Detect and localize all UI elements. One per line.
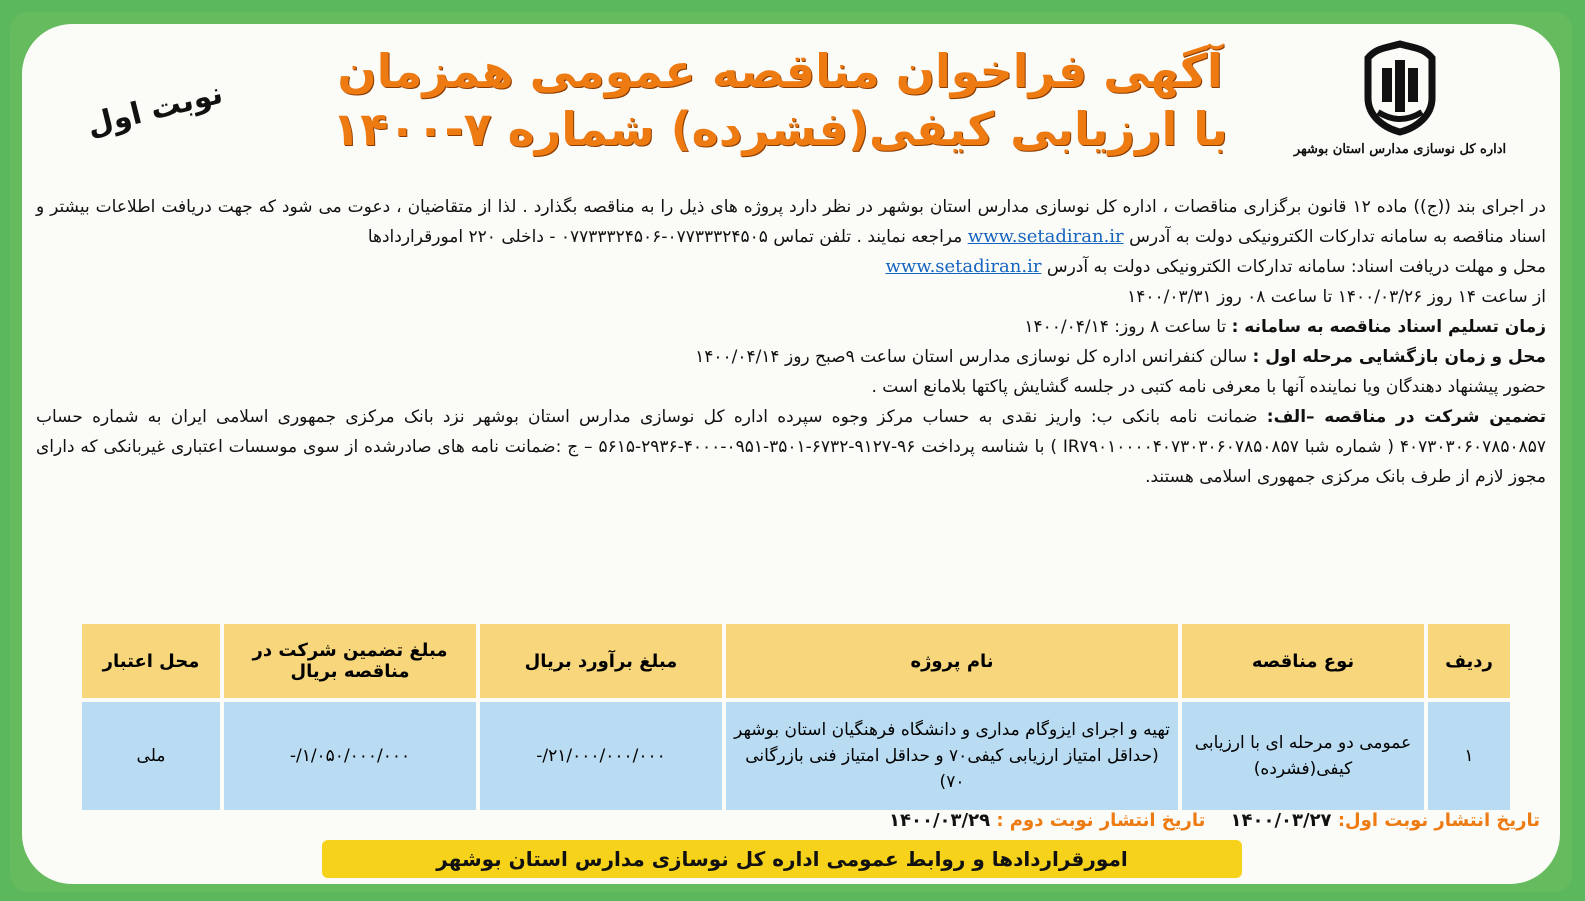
title-line-1: آگهی فراخوان مناقصه عمومی همزمان (337, 44, 1223, 98)
guarantee-text: ضمانت نامه بانکی ب: واریز نقدی به حساب مرکز وجوه سپرده اداره کل نوسازی مدارس استان بوشهر نزد بانک مرکزی جمهوری اسلامی ایران به شماره حساب ۴۰۷۳۰۳۰۶۰۷۸۵۰۸۵۷ ( شماره شبا IR۷۹۰۱۰۰۰۰۴۰۷۳۰۳۰۶۰۷۸۵۰۸۵۷ ) با شناسه پرداخت ۹۶-۹۱۲۷-۶۷۳۲-۳۵۰۱-۰۹۵۱-۴۰۰۰-۲۹۳۶-۵۶۱۵ – ج :ضمانت نامه های صادرشده از سوی موسسات اعتباری غیربانکی که دارای مجوز لازم از طرف بانک مرکزی جمهوری اسلامی هستند. (36, 407, 1546, 487)
logo-emblem-icon (1350, 38, 1450, 138)
cell-estimate: ۲۱/۰۰۰/۰۰۰/۰۰۰/- (480, 702, 722, 810)
submit-value: تا ساعت ۸ روز: ۱۴۰۰/۰۴/۱۴ (1024, 317, 1227, 337)
table-header-row (82, 624, 1510, 698)
cell-tender-type: عمومی دو مرحله ای با ارزیابی کیفی(فشرده) (1182, 702, 1424, 810)
setadiran-link[interactable]: www.setadiran.ir (967, 226, 1124, 247)
opening-line (36, 342, 1546, 372)
tender-table (78, 620, 1514, 814)
publication-dates (42, 810, 1540, 831)
header-estimate: مبلغ برآورد بریال (480, 624, 722, 698)
footer-banner: امورقراردادها و روابط عمومی اداره کل نوسازی مدارس استان بوشهر (322, 840, 1242, 878)
cell-project-name: تهیه و اجرای ایزوگام مداری و دانشگاه فرهنگیان استان بوشهر (حداقل امتیاز ارزیابی کیفی۷۰ و حداقل امتیاز فنی بازرگانی ۷۰) (726, 702, 1178, 810)
docs-place-text: محل و مهلت دریافت اسناد: سامانه تدارکات الکترونیکی دولت به آدرس (1046, 257, 1546, 277)
org-name: اداره کل نوسازی مدارس استان بوشهر (1293, 142, 1507, 157)
cell-row-number: ۱ (1428, 702, 1510, 810)
guarantee-label: تضمین شرکت در مناقصه –الف: (1266, 407, 1546, 427)
intro-text: در اجرای بند ((ج)) ماده ۱۲ قانون برگزاری مناقصات ، اداره کل نوسازی مدارس استان بوشهر در نظر دارد پروژه های ذیل را به مناقصه بگذارد . لذا از متقاضیان ، دعوت می شود که جهت دریافت اطلاعات بیشتر و اسناد مناقصه به سامانه تدارکات الکترونیکی دولت به آدرس (36, 197, 1546, 247)
table-row (82, 702, 1510, 810)
header-tender-type: نوع مناقصه (1182, 624, 1424, 698)
cell-credit-source: ملی (82, 702, 220, 810)
title-line-2: با ارزیابی کیفی(فشرده) شماره ۷-۱۴۰۰ (332, 102, 1228, 156)
opening-label: محل و زمان بازگشایی مرحله اول : (1252, 347, 1546, 367)
header-row-number: ردیف (1428, 624, 1510, 698)
turn-label: نوبت اول (83, 75, 227, 144)
submit-line (36, 312, 1546, 342)
second-pub-date: ۱۴۰۰/۰۳/۲۹ (889, 810, 991, 831)
cell-guarantee: ۱/۰۵۰/۰۰۰/۰۰۰/- (224, 702, 476, 810)
notice-body (36, 192, 1546, 492)
docs-time: از ساعت ۱۴ روز ۱۴۰۰/۰۳/۲۶ تا ساعت ۰۸ روز ۱۴۰۰/۰۳/۳۱ (1127, 287, 1546, 307)
notice-card (22, 24, 1560, 884)
organization-logo (1270, 38, 1530, 188)
intro-tail-text: مراجعه نمایند . تلفن تماس ۰۷۷۳۳۳۲۴۵۰۵-۰۷۷۳۳۳۲۴۵۰۶ - داخلی ۲۲۰ امورقراردادها (367, 227, 963, 247)
second-pub-label: تاریخ انتشار نوبت دوم : (996, 810, 1206, 831)
docs-place-line (36, 252, 1546, 282)
header-project-name: نام پروژه (726, 624, 1178, 698)
first-pub-date: ۱۴۰۰/۰۳/۲۷ (1230, 810, 1332, 831)
presence-text: حضور پیشنهاد دهندگان ویا نماینده آنها با معرفی نامه کتبی در جلسه گشایش پاکتها بلامانع است . (871, 377, 1546, 397)
opening-value: سالن کنفرانس اداره کل نوسازی مدارس استان ساعت ۹صبح روز ۱۴۰۰/۰۴/۱۴ (695, 347, 1248, 367)
header-credit-source: محل اعتبار (82, 624, 220, 698)
notice-title (300, 42, 1260, 158)
header-guarantee: مبلغ تضمین شرکت در مناقصه بریال (224, 624, 476, 698)
guarantee-paragraph (36, 402, 1546, 492)
setadiran-link-2[interactable]: www.setadiran.ir (885, 256, 1042, 277)
first-pub-label: تاریخ انتشار نوبت اول: (1337, 810, 1540, 831)
intro-paragraph (36, 192, 1546, 252)
submit-label: زمان تسلیم اسناد مناقصه به سامانه : (1231, 317, 1546, 337)
turn-stamp (50, 70, 260, 150)
